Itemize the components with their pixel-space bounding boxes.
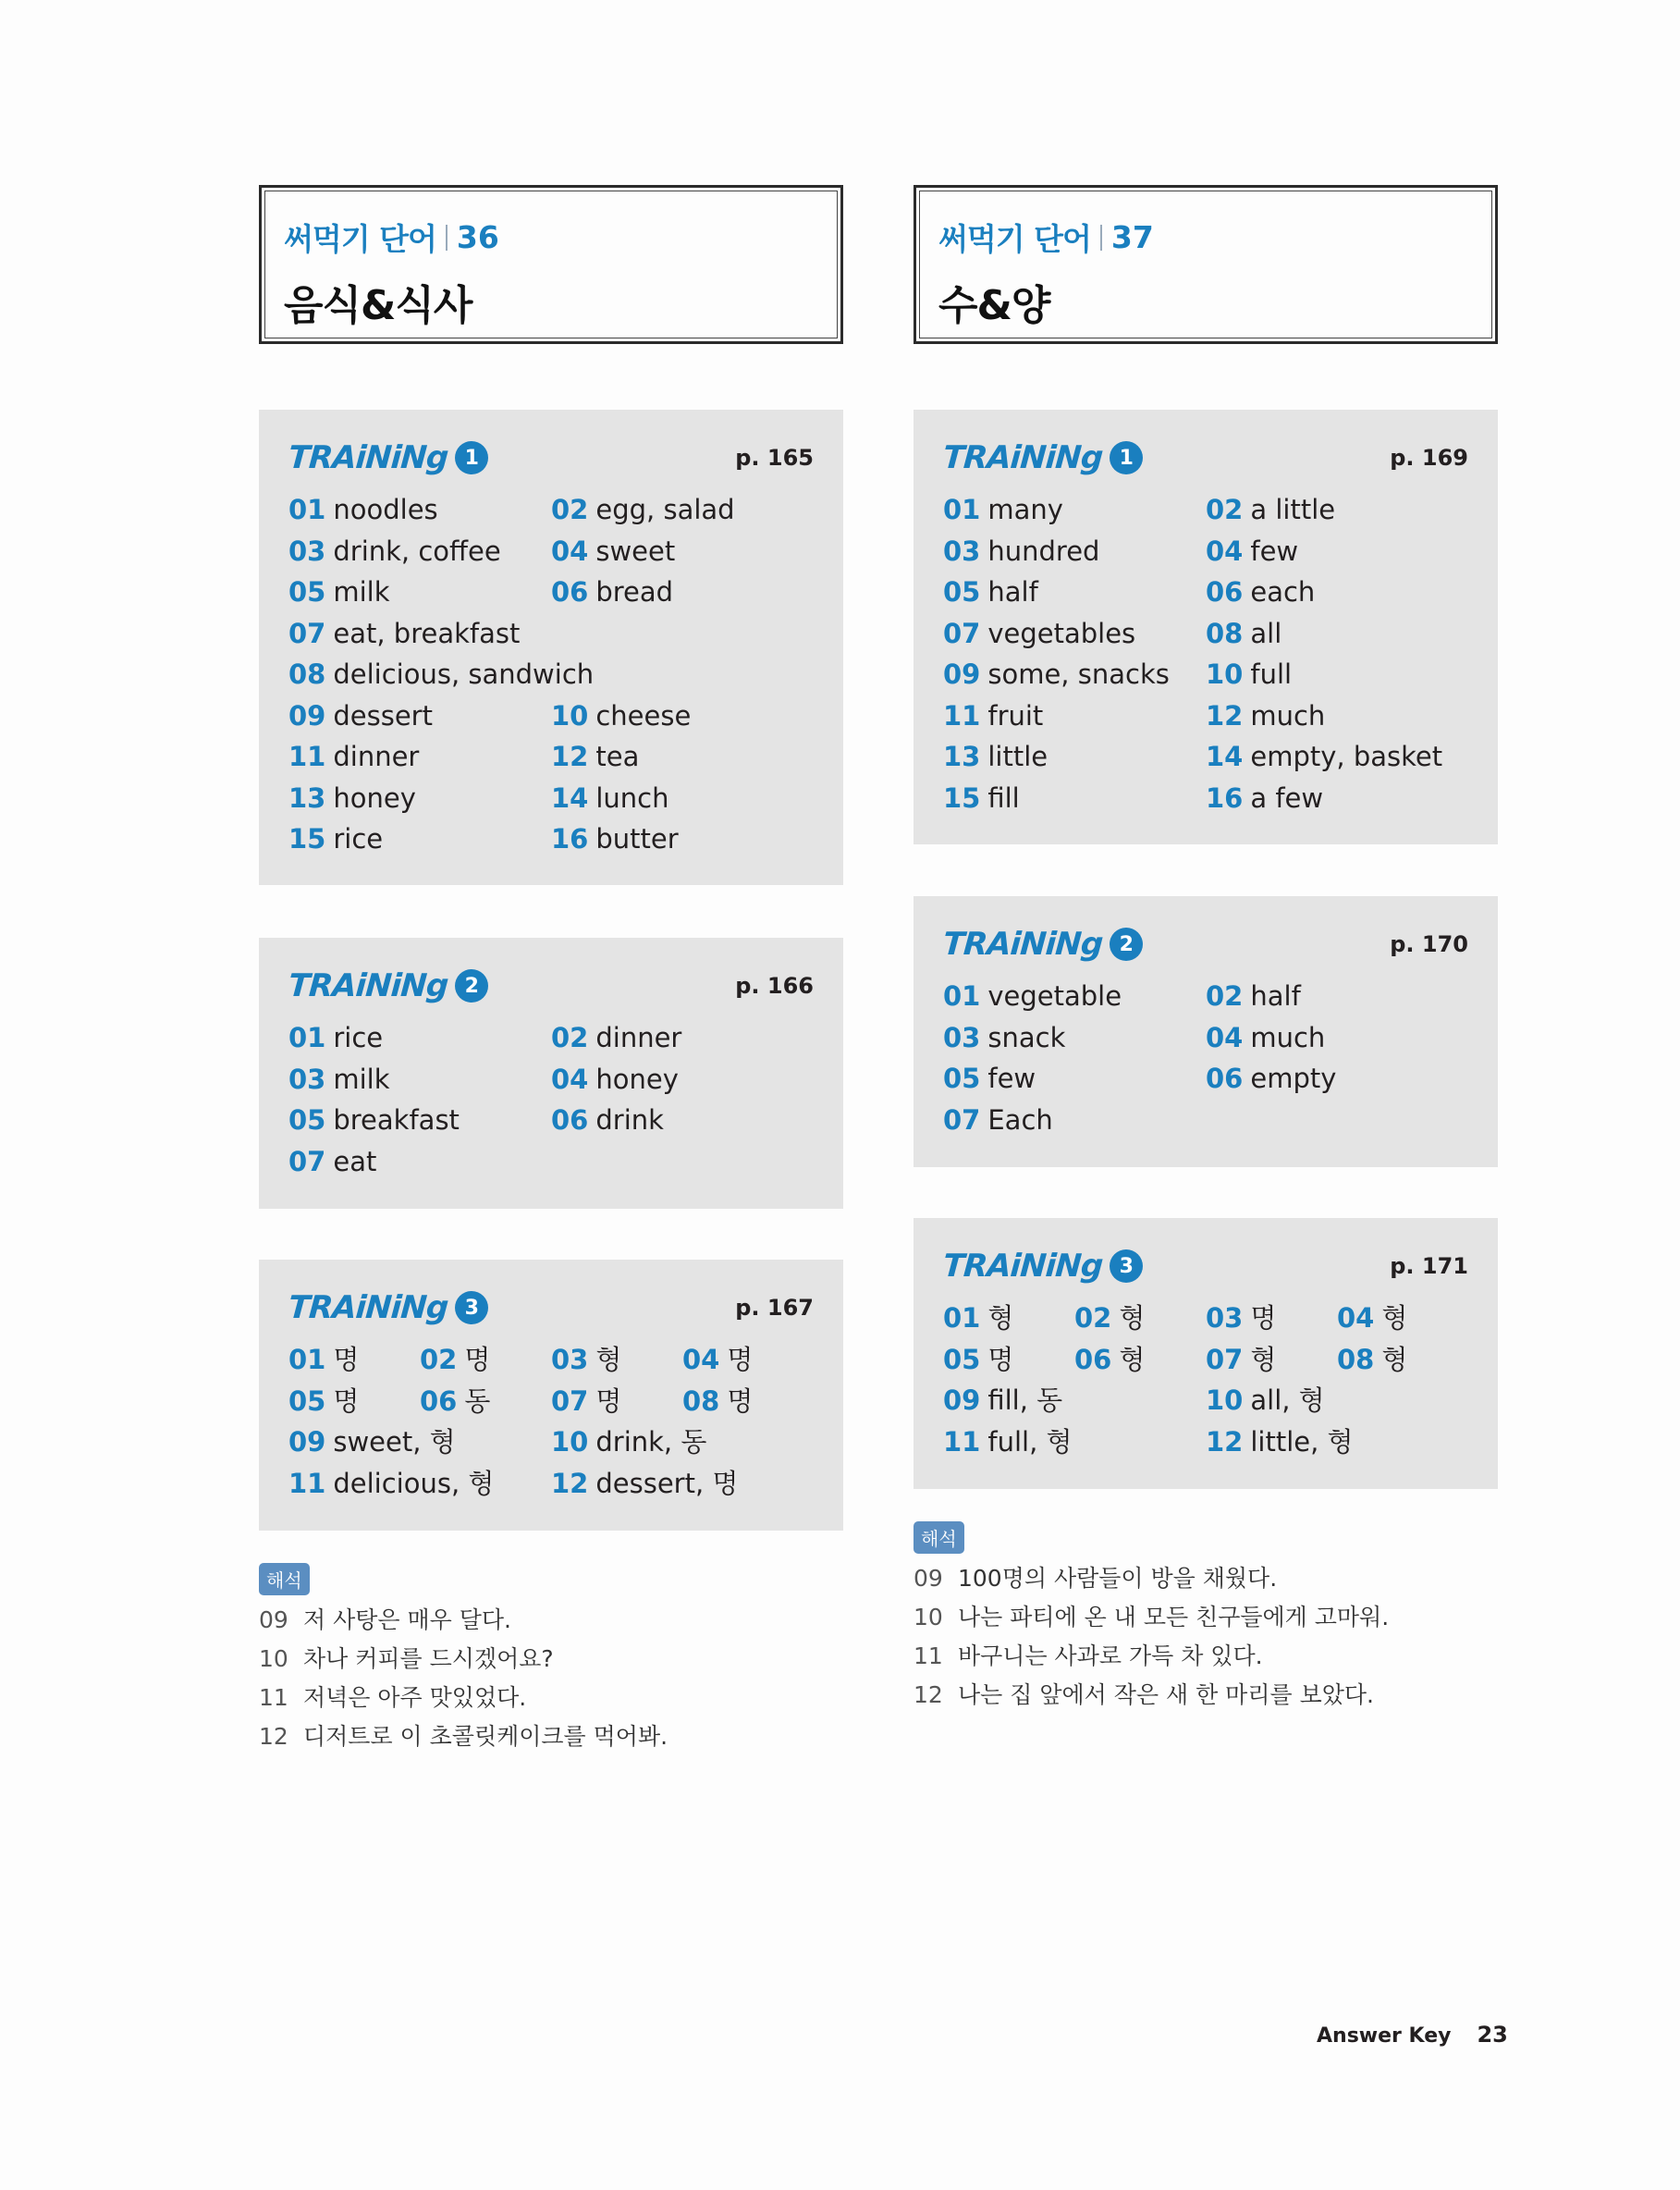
training-wordmark: TRAiNiNg — [287, 967, 449, 1004]
answer-item: 05 명 — [288, 1384, 360, 1417]
translation-section — [259, 1563, 843, 1756]
answer-item: 09 dessert — [288, 699, 433, 732]
answer-item: 07 eat — [288, 1145, 377, 1177]
answer-item: 06 동 — [420, 1384, 491, 1417]
translation-section — [914, 1521, 1498, 1715]
answer-item: 05 breakfast — [288, 1104, 460, 1136]
answer-item: 10 full — [1206, 658, 1293, 690]
answer-item: 12 little, 형 — [1206, 1425, 1354, 1458]
answer-item: 05 명 — [943, 1343, 1014, 1375]
page-reference: p. 170 — [1390, 931, 1468, 957]
training-number-badge: 3 — [455, 1291, 488, 1324]
answer-item: 03 milk — [288, 1063, 390, 1095]
training-3-box — [914, 1218, 1498, 1489]
training-number-badge: 2 — [1110, 928, 1143, 961]
translation-line: 10 나는 파티에 온 내 모든 친구들에게 고마워. — [914, 1604, 1390, 1630]
training-logo — [943, 1248, 1143, 1285]
answer-item: 10 cheese — [551, 699, 692, 732]
answer-item: 04 much — [1206, 1021, 1326, 1053]
answer-item: 12 much — [1206, 699, 1326, 732]
unit-number: 36 — [456, 219, 499, 255]
answer-item: 01 형 — [943, 1302, 1014, 1334]
answer-item: 07 vegetables — [943, 617, 1136, 649]
answer-item: 01 vegetable — [943, 980, 1122, 1012]
answer-item: 16 butter — [551, 823, 679, 855]
page-footer — [1317, 2022, 1508, 2048]
translation-tag: 해석 — [914, 1521, 964, 1554]
translation-line: 11 바구니는 사과로 가득 차 있다. — [914, 1642, 1263, 1669]
answer-item: 08 delicious, sandwich — [288, 658, 595, 690]
training-number-badge: 1 — [1110, 441, 1143, 474]
answer-item: 04 few — [1206, 535, 1299, 567]
unit-label: 써먹기 단어 — [284, 221, 436, 257]
answer-item: 03 snack — [943, 1021, 1066, 1053]
translation-line: 09 저 사탕은 매우 달다. — [259, 1606, 511, 1633]
answer-item: 02 dinner — [551, 1022, 682, 1053]
unit-header — [259, 185, 843, 344]
answer-item: 03 형 — [551, 1344, 622, 1375]
training-logo — [288, 439, 488, 476]
answer-item: 03 hundred — [943, 535, 1100, 567]
answer-item: 03 drink, coffee — [288, 535, 501, 567]
training-2-box — [259, 938, 843, 1209]
training-number-badge: 3 — [1110, 1249, 1143, 1283]
answer-item: 09 sweet, 형 — [288, 1426, 456, 1458]
training-logo — [288, 967, 488, 1004]
training-wordmark: TRAiNiNg — [941, 439, 1104, 476]
answer-item: 14 empty, basket — [1206, 741, 1443, 772]
training-wordmark: TRAiNiNg — [941, 1248, 1104, 1285]
training-logo — [288, 1289, 488, 1326]
page-reference: p. 167 — [735, 1295, 814, 1321]
answer-item: 10 all, 형 — [1206, 1384, 1325, 1416]
answer-item: 13 honey — [288, 781, 416, 814]
training-number-badge: 2 — [455, 969, 488, 1003]
training-number-badge: 1 — [455, 441, 488, 474]
answer-item: 10 drink, 동 — [551, 1426, 707, 1458]
answer-item: 06 형 — [1074, 1343, 1146, 1375]
answer-item: 14 lunch — [551, 781, 669, 814]
training-wordmark: TRAiNiNg — [941, 926, 1104, 963]
unit-number: 37 — [1110, 219, 1154, 255]
training-1-box — [914, 410, 1498, 844]
page-reference: p. 171 — [1390, 1253, 1468, 1279]
training-2-box — [914, 896, 1498, 1167]
answer-item: 06 drink — [551, 1104, 664, 1136]
answer-item: 04 명 — [682, 1344, 754, 1375]
answer-item: 09 fill, 동 — [943, 1384, 1063, 1416]
footer-label: Answer Key — [1317, 2024, 1452, 2048]
unit-title: 수&양 — [938, 282, 1050, 329]
answer-item: 01 many — [943, 494, 1063, 525]
training-3-box — [259, 1260, 843, 1531]
answer-item: 15 rice — [288, 823, 384, 855]
translation-line: 12 디저트로 이 초콜릿케이크를 먹어봐. — [259, 1723, 668, 1750]
answer-item: 02 half — [1206, 980, 1301, 1012]
page-reference: p. 166 — [735, 973, 814, 999]
answer-item: 07 Each — [943, 1103, 1053, 1136]
answer-item: 01 명 — [288, 1344, 360, 1375]
answer-item: 06 empty — [1206, 1063, 1337, 1094]
answer-item: 04 형 — [1337, 1302, 1408, 1334]
answer-item: 04 sweet — [551, 535, 676, 567]
answer-item: 08 형 — [1337, 1343, 1408, 1375]
unit-title: 음식&식사 — [284, 282, 472, 329]
answer-item: 02 형 — [1074, 1302, 1146, 1334]
answer-item: 07 형 — [1206, 1343, 1277, 1375]
answer-item: 15 fill — [943, 781, 1020, 814]
answer-item: 12 tea — [551, 741, 640, 772]
answer-item: 11 delicious, 형 — [288, 1467, 495, 1499]
training-logo — [943, 926, 1143, 963]
divider — [446, 225, 448, 251]
answer-item: 16 a few — [1206, 781, 1324, 814]
answer-item: 07 eat, breakfast — [288, 617, 521, 649]
answer-item: 06 bread — [551, 576, 674, 608]
answer-item: 11 full, 형 — [943, 1425, 1073, 1458]
answer-item: 05 half — [943, 576, 1038, 608]
training-wordmark: TRAiNiNg — [287, 439, 449, 476]
answer-item: 06 each — [1206, 576, 1316, 608]
divider — [1100, 225, 1102, 251]
answer-item: 05 milk — [288, 576, 390, 608]
answer-item: 09 some, snacks — [943, 658, 1170, 690]
answer-item: 02 a little — [1206, 494, 1336, 525]
answer-item: 11 fruit — [943, 699, 1044, 732]
answer-item: 04 honey — [551, 1063, 679, 1095]
answer-item: 01 noodles — [288, 494, 438, 525]
training-logo — [943, 439, 1143, 476]
answer-item: 08 명 — [682, 1384, 754, 1417]
answer-item: 02 명 — [420, 1344, 491, 1375]
answer-item: 12 dessert, 명 — [551, 1467, 739, 1499]
answer-item: 03 명 — [1206, 1302, 1277, 1334]
page-reference: p. 165 — [735, 445, 814, 471]
translation-line: 09 100명의 사람들이 방을 채웠다. — [914, 1565, 1278, 1592]
unit-label: 써먹기 단어 — [938, 221, 1091, 257]
translation-tag: 해석 — [259, 1563, 310, 1595]
answer-item: 07 명 — [551, 1384, 622, 1417]
training-wordmark: TRAiNiNg — [287, 1289, 449, 1326]
answer-item: 08 all — [1206, 617, 1282, 649]
answer-item: 01 rice — [288, 1022, 384, 1053]
answer-item: 05 few — [943, 1063, 1036, 1094]
page-number: 23 — [1477, 2022, 1508, 2048]
answer-item: 02 egg, salad — [551, 494, 735, 525]
answer-item: 11 dinner — [288, 741, 420, 772]
translation-line: 12 나는 집 앞에서 작은 새 한 마리를 보았다. — [914, 1681, 1374, 1708]
translation-line: 11 저녁은 아주 맛있었다. — [259, 1684, 527, 1711]
answer-item: 13 little — [943, 741, 1048, 772]
training-1-box — [259, 410, 843, 885]
unit-header — [914, 185, 1498, 344]
translation-line: 10 차나 커피를 드시겠어요? — [259, 1645, 554, 1672]
page-reference: p. 169 — [1390, 445, 1468, 471]
